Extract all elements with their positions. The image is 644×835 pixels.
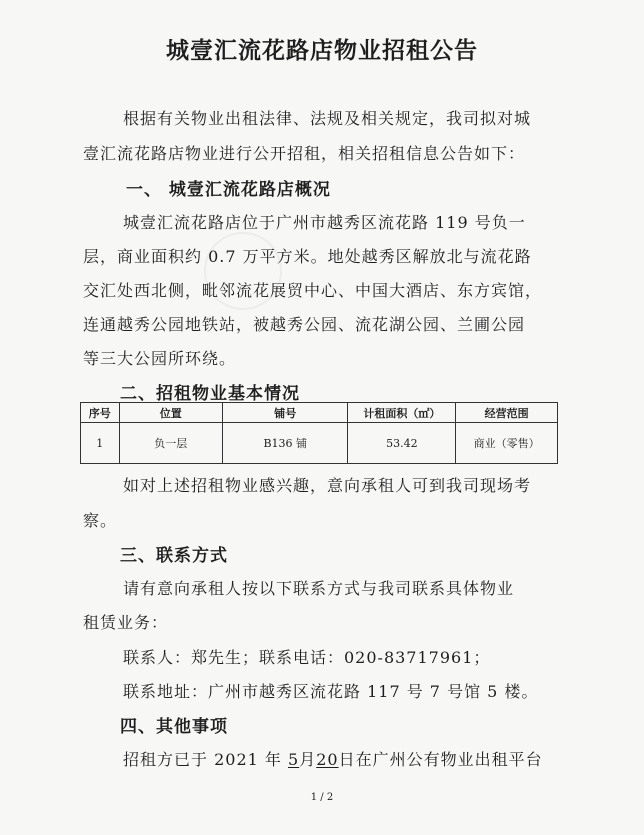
section4-heading: 四、其他事项 — [120, 717, 228, 737]
contact-person-line: 联系人：郑先生；联系电话：020-83717961； — [123, 648, 491, 667]
section2-after-line-1: 如对上述招租物业感兴趣，意向承租人可到我司现场考 — [123, 476, 532, 495]
table-header-row — [81, 403, 558, 423]
day-value: 20 — [316, 750, 339, 769]
section1-line-5: 等三大公园所环绕。 — [83, 349, 237, 368]
section3-line-1: 请有意向承租人按以下联系方式与我司联系具体物业 — [123, 579, 515, 598]
section1-line-3: 交汇处西北侧，毗邻流花展贸中心、中国大酒店、东方宾馆， — [83, 281, 543, 300]
section2-after-line-2: 察。 — [83, 511, 118, 530]
col-header-index: 序号 — [81, 403, 120, 423]
cell-area: 53.42 — [348, 423, 456, 464]
page-title: 城壹汇流花路店物业招租公告 — [166, 38, 478, 64]
cell-shop-no: B136 铺 — [223, 423, 348, 464]
cell-location: 负一层 — [119, 423, 222, 464]
intro-line-2: 壹汇流花路店物业进行公开招租，相关招租信息公告如下： — [83, 144, 526, 163]
cell-index: 1 — [81, 423, 120, 464]
col-header-location: 位置 — [119, 403, 222, 423]
rental-property-table — [80, 402, 558, 464]
section1-line-2: 层，商业面积约 0.7 万平方米。地处越秀区解放北与流花路 — [83, 247, 532, 266]
section1-line-4: 连通越秀公园地铁站，被越秀公园、流花湖公园、兰圃公园 — [83, 315, 526, 334]
col-header-shop-no: 铺号 — [223, 403, 348, 423]
table-row — [81, 423, 558, 464]
section3-line-2: 租赁业务： — [83, 613, 169, 632]
cell-business-scope: 商业（零售） — [456, 423, 558, 464]
section4-line-prefix: 招租方已于 2021 年 — [123, 750, 282, 769]
section2-heading: 二、招租物业基本情况 — [120, 384, 300, 404]
month-value: 5 — [288, 750, 300, 769]
section1-heading: 一、 城壹汇流花路店概况 — [126, 180, 331, 200]
contact-address-line: 联系地址：广州市越秀区流花路 117 号 7 号馆 5 楼。 — [123, 682, 539, 701]
section3-heading: 三、联系方式 — [120, 546, 228, 566]
col-header-area: 计租面积（㎡） — [348, 403, 456, 423]
month-suffix: 月 — [299, 750, 317, 769]
col-header-business-scope: 经营范围 — [456, 403, 558, 423]
section4-line-1 — [123, 747, 543, 770]
page-number: 1 / 2 — [310, 792, 334, 803]
intro-line-1: 根据有关物业出租法律、法规及相关规定，我司拟对城 — [123, 109, 532, 128]
section4-line-suffix: 日在广州公有物业出租平台 — [338, 750, 543, 769]
section1-line-1: 城壹汇流花路店位于广州市越秀区流花路 119 号负一 — [123, 213, 526, 232]
